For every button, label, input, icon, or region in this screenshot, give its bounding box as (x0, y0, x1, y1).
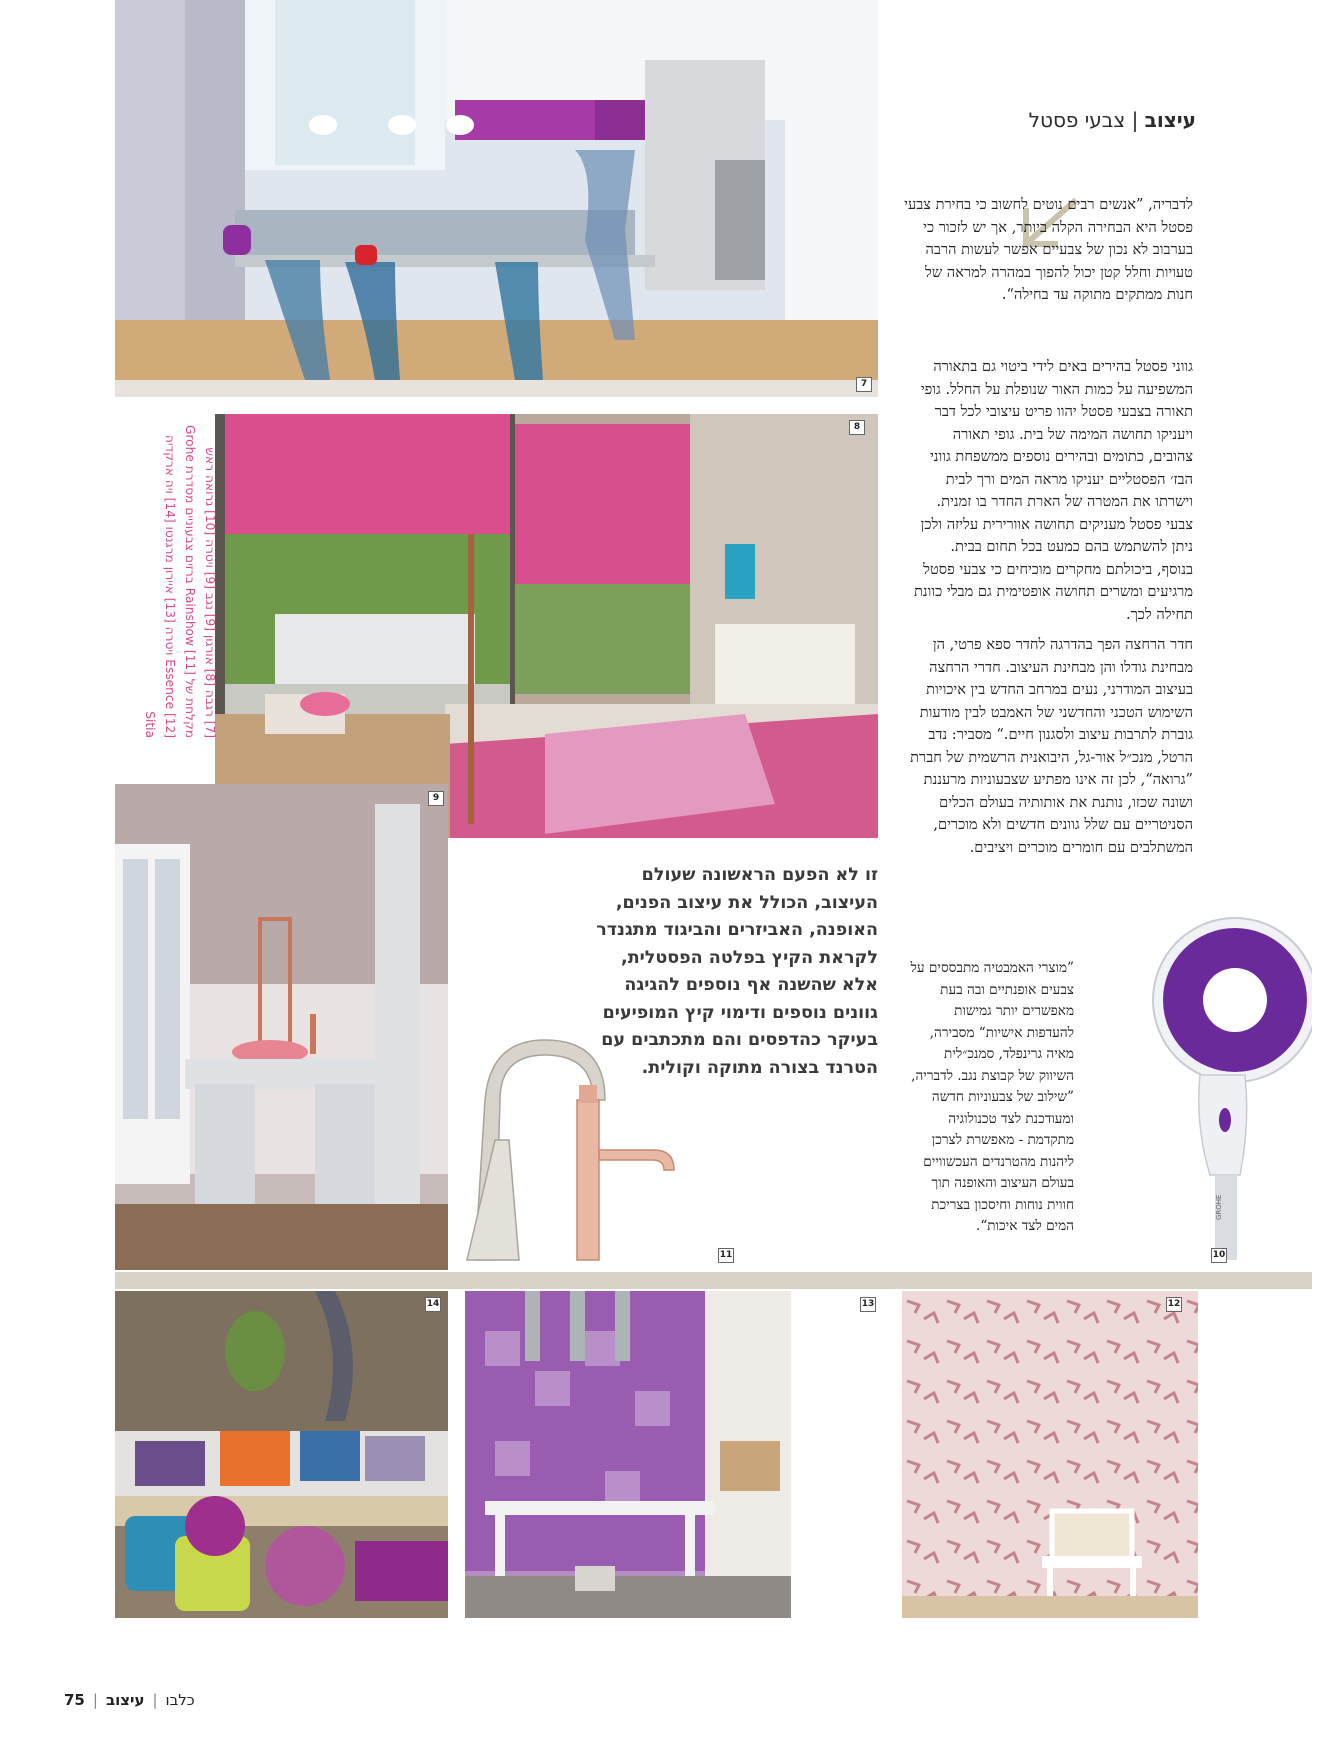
photo-patterned-wall (902, 1291, 1198, 1618)
photo-number-14: 14 (425, 1297, 441, 1312)
article-column (910, 356, 1193, 859)
photo-bathroom (115, 784, 448, 1270)
photo-lounge (115, 1291, 448, 1618)
section-header (940, 108, 1196, 132)
magazine-name: כלבו (165, 1691, 195, 1709)
photo-number-13: 13 (860, 1297, 876, 1312)
photo-credits-text: [7] רגבה [8] אורגון [9] נגב [9] ויטרה [10] גרואה ראש מקלחת של Rainshow [11] ברזים צבעוניים מסדרת Grohe Essence [12] ויטרה [13] איירון מרגנטו [14] ויה ארקדיה Sitia (143, 424, 217, 738)
intro-paragraph: לדבריה, ”אנשים רבים נוטים לחשוב כי בחירת צבעי פסטל היא הבחירה הקלה ביותר, אך יש לזכור כי בערבוב לא נכון של צבעיים אפשר לעשות הרבה טעויות וחלל קטן יכול להפוך במהרה למראה של חנות ממתקים מתוקה עד בחילה“. (904, 196, 1193, 303)
horizontal-divider-band (115, 1272, 1312, 1289)
section-label: עיצוב (1144, 108, 1196, 132)
footer-section: עיצוב (105, 1691, 145, 1709)
photo-number-9: 9 (428, 791, 444, 806)
article-paragraph: גווני פסטל בהירים באים לידי ביטוי גם בתאורה המשפיעה על כמות האור שנופלת על החלל. גופי תאורה בצבעי פסטל יהוו פריט עיצובי לכל דבר ויעניקו תחושה המימה של בית. גופי תאורה צהובים, כתומים ובהירים נוספים ממשפחת גווני הבז׳ הפסטליים יעניקו מראה המים ורך לבית וישרתו את המטרה של הארת החדר בו זמנית. צבעי פסטל מעניקים תחושה אוורירית עליזה ולכן ניתן להשתמש בהם כמעט בכל תחום בבית. בנוסף, ביכולתם מחקרים מוכיחים כי צבעי פסטל מרגיעים ומשרים תחושה אופטימית גם מבלי כוונת תחילה לכך. (914, 358, 1193, 623)
photo-purple-tiles (465, 1291, 791, 1618)
photo-number-11: 11 (718, 1248, 734, 1263)
photo-number-12: 12 (1166, 1297, 1182, 1312)
section-separator: | (1131, 108, 1139, 132)
photo-shower-head (1140, 905, 1312, 1265)
photo-kitchen (115, 0, 878, 397)
photo-bedroom (215, 414, 878, 838)
pull-quote: זו לא הפעם הראשונה שעולם העיצוב, הכולל את עיצוב הפנים, האופנה, האביזרים והביגוד מתגנדר לקראת הקיץ בפלטה הפסטלית, אלא שהשנה אף נוספים להגיגה גוונים נוספים ודימוי קיץ המופיעים בעיקר כהדפסים והם מתכתבים עם הטרנד בצורה מתוקה וקולית. (596, 865, 878, 1078)
photo-credits (118, 408, 220, 738)
page-number: 75 (64, 1691, 85, 1709)
page-footer: 75 | כלבו|עיצוב (64, 1691, 195, 1709)
photo-number-7: 7 (856, 377, 872, 392)
photo-number-10: 10 (1211, 1248, 1227, 1263)
article-paragraph: ”מוצרי האמבטיה מתבססים על צבעים אופנתיים ובה בעת מאפשרים יותר גמישות להעדפות אישיות“ מסבירה, מאיה גרינפלד, סמנכ״לית השיווק של קבוצת נגב. לדבריה, ”שילוב של צבעוניות חדשה ומעודכנת לצד טכנולוגיה מתקדמת - מאפשרת לצרכן ליהנות מהטרנדים העכשוויים בעולם העיצוב והאופנה תוך חווית נוחות וחיסכון בצריכת המים לצד איכות“. (910, 960, 1074, 1234)
photo-number-8: 8 (849, 420, 865, 435)
shower-brand-label: GROHE (1215, 1194, 1223, 1220)
section-topic: צבעי פסטל (1028, 108, 1126, 132)
article-paragraph: חדר הרחצה הפך בהדרגה לחדר ספא פרטי, הן מבחינת גודלו והן מבחינת העיצוב. חדרי הרחצה בעיצוב המודרני, נעים במרחב החדש בין איכויות השימוש הטכני והחדשני של האמבט לבין מודעות גוברת לתרבות עיצוב ולסגנון חיים.“ מסביר: נדב הרטל, מנכ״ל אור-גל, היבואנית הרשמית של חברת ”גרואה“, לכן זה אינו מפתיע שצבעוניות מרעננת ושונה שכזו, נותנת את אותותיה בעולם הכלים הסניטריים עם שלל גוונים חדשים ולא מוכרים, המשתלבים עם חומרים מוכרים ויציבים. (910, 636, 1193, 856)
